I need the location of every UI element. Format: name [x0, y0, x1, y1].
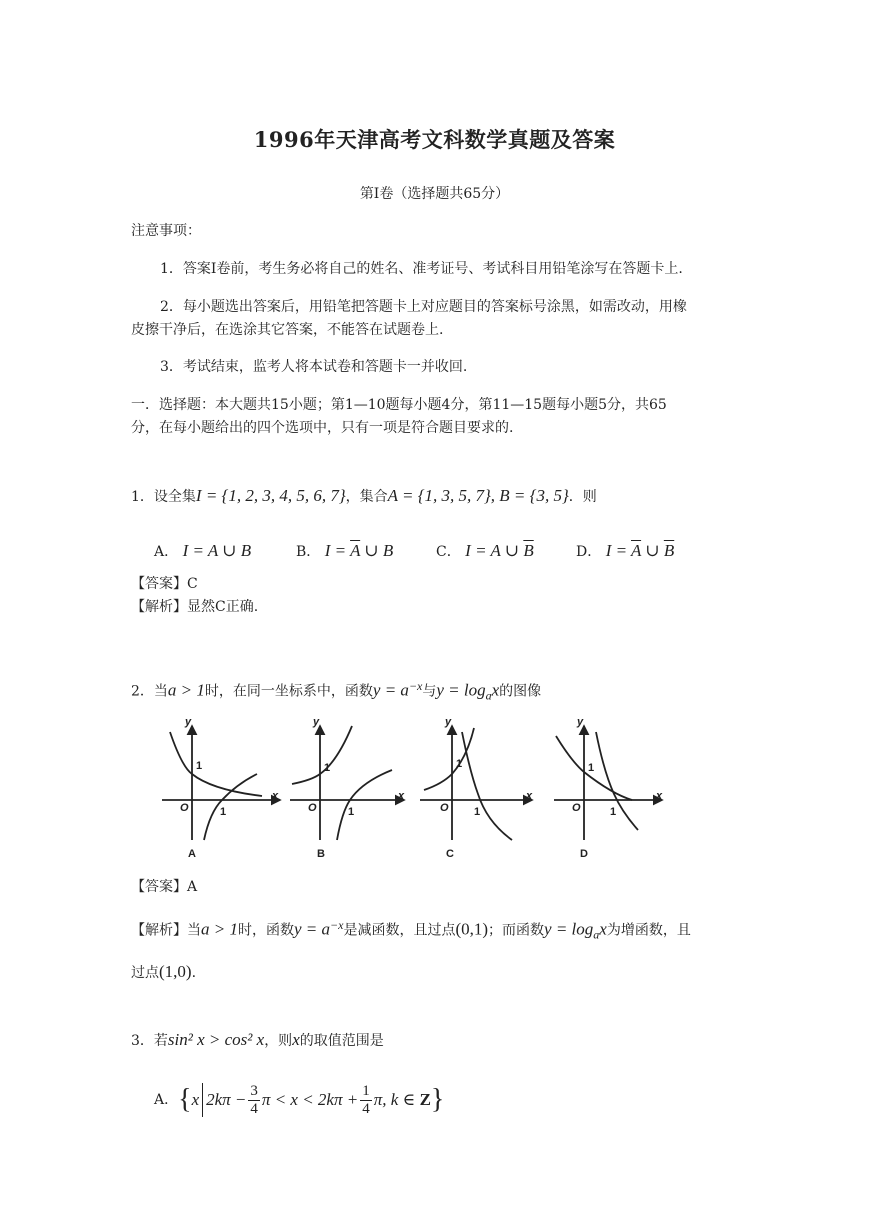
graph-c-y-label: y [445, 716, 452, 728]
notice-item-2-cont: 皮擦干净后，在选涂其它答案，不能答在试题卷上. [131, 322, 444, 338]
graph-b-x-label: x [398, 790, 405, 802]
part-intro-line1: 一．选择题：本大题共15小题；第1—10题每小题4分，第11—15题每小题5分，共65 [131, 397, 667, 413]
graph-b-origin: O [308, 802, 317, 814]
graph-a-y-label: y [185, 716, 192, 728]
graph-c-exp-curve [424, 728, 474, 790]
graph-c-x-label: x [526, 790, 533, 802]
graph-a-log-curve [204, 774, 257, 840]
graph-a-label: A [188, 848, 196, 860]
graph-d-y-label: y [577, 716, 584, 728]
q1-option-c: C． I = A ∪ $\overline{B}$ [436, 541, 534, 560]
question-1-stem: 1．设全集I = {1, 2, 3, 4, 5, 6, 7}，集合A = {1, 3, 5, 7}, B = {3, 5}．则 [131, 486, 597, 505]
left-brace: { [178, 1084, 192, 1115]
graph-d-log-curve [596, 732, 638, 830]
question-2-stem: 2．当a > 1时，在同一坐标系中，函数$y = a^{-x}$与$y = \log_ax$的图像 [131, 679, 542, 703]
question-3-stem: 3．若sin² x > cos² x，则x的取值范围是 [131, 1030, 384, 1049]
q1-analysis: 【解析】显然C正确. [131, 599, 259, 615]
notice-item-1: 1．答案Ⅰ卷前，考生务必将自己的姓名、准考证号、考试科目用铅笔涂写在答题卡上. [160, 261, 683, 277]
graph-b-label: B [317, 848, 325, 860]
graph-b-log-curve [337, 770, 392, 840]
graph-b-tick-x1: 1 [348, 806, 355, 818]
q2-analysis-line2: 过点(1,0). [131, 962, 197, 981]
graph-c-label: C [446, 848, 454, 860]
section-header: 第Ⅰ卷（选择题共65分） [359, 186, 510, 202]
q2-answer: 【答案】A [131, 879, 198, 895]
graph-a-x-label: x [272, 790, 279, 802]
q1-option-b: B． $I = \overline{A}$ ∪ B [296, 541, 394, 560]
set-divider [202, 1083, 203, 1117]
graph-d-x-label: x [656, 790, 663, 802]
graph-b-exp-curve [292, 726, 352, 784]
graph-a-tick-y1: 1 [196, 760, 203, 772]
q2-graph-figure [152, 712, 672, 864]
part-intro-line2: 分，在每小题给出的四个选项中，只有一项是符合题目要求的. [131, 420, 514, 436]
graph-c-origin: O [440, 802, 449, 814]
graph-b-tick-y1: 1 [324, 762, 331, 774]
q3-option-a: A． { x 2kπ − $\frac{3}{4}$ π < x < 2kπ + $\frac{1}{4}$ π, k ∈ Z } [154, 1082, 445, 1117]
graph-a-tick-x1: 1 [220, 806, 227, 818]
graph-c-tick-y1: 1 [456, 758, 463, 770]
page-title: 1996年天津高考文科数学真题及答案 [253, 127, 616, 152]
q1-answer: 【答案】C [131, 576, 198, 592]
graph-c-log-curve [462, 732, 512, 840]
graph-d-label: D [580, 848, 588, 860]
graph-d-tick-y1: 1 [588, 762, 595, 774]
graph-a-origin: O [180, 802, 189, 814]
right-brace: } [430, 1084, 445, 1115]
notice-heading: 注意事项： [131, 223, 201, 239]
graph-b-y-label: y [313, 716, 320, 728]
graph-c-tick-x1: 1 [474, 806, 481, 818]
q1-option-d: D． $I = \overline{A}$ ∪ $\overline{B}$ [576, 541, 675, 560]
q2-analysis-line1: 【解析】当a > 1时，函数$y = a^{-x}$是减函数，且过点(0,1)；而函数$y = \log_ax$为增函数，且 [131, 918, 691, 942]
graph-a-exp-curve [170, 732, 262, 796]
notice-item-2: 2．每小题选出答案后，用铅笔把答题卡上对应题目的答案标号涂黑，如需改动，用橡 [160, 299, 687, 315]
graph-d-tick-x1: 1 [610, 806, 617, 818]
q1-option-a: A． I = A ∪ B [154, 541, 252, 560]
q2-graphs-svg [152, 712, 672, 864]
notice-item-3: 3．考试结束，监考人将本试卷和答题卡一并收回. [160, 359, 468, 375]
graph-d-origin: O [572, 802, 581, 814]
